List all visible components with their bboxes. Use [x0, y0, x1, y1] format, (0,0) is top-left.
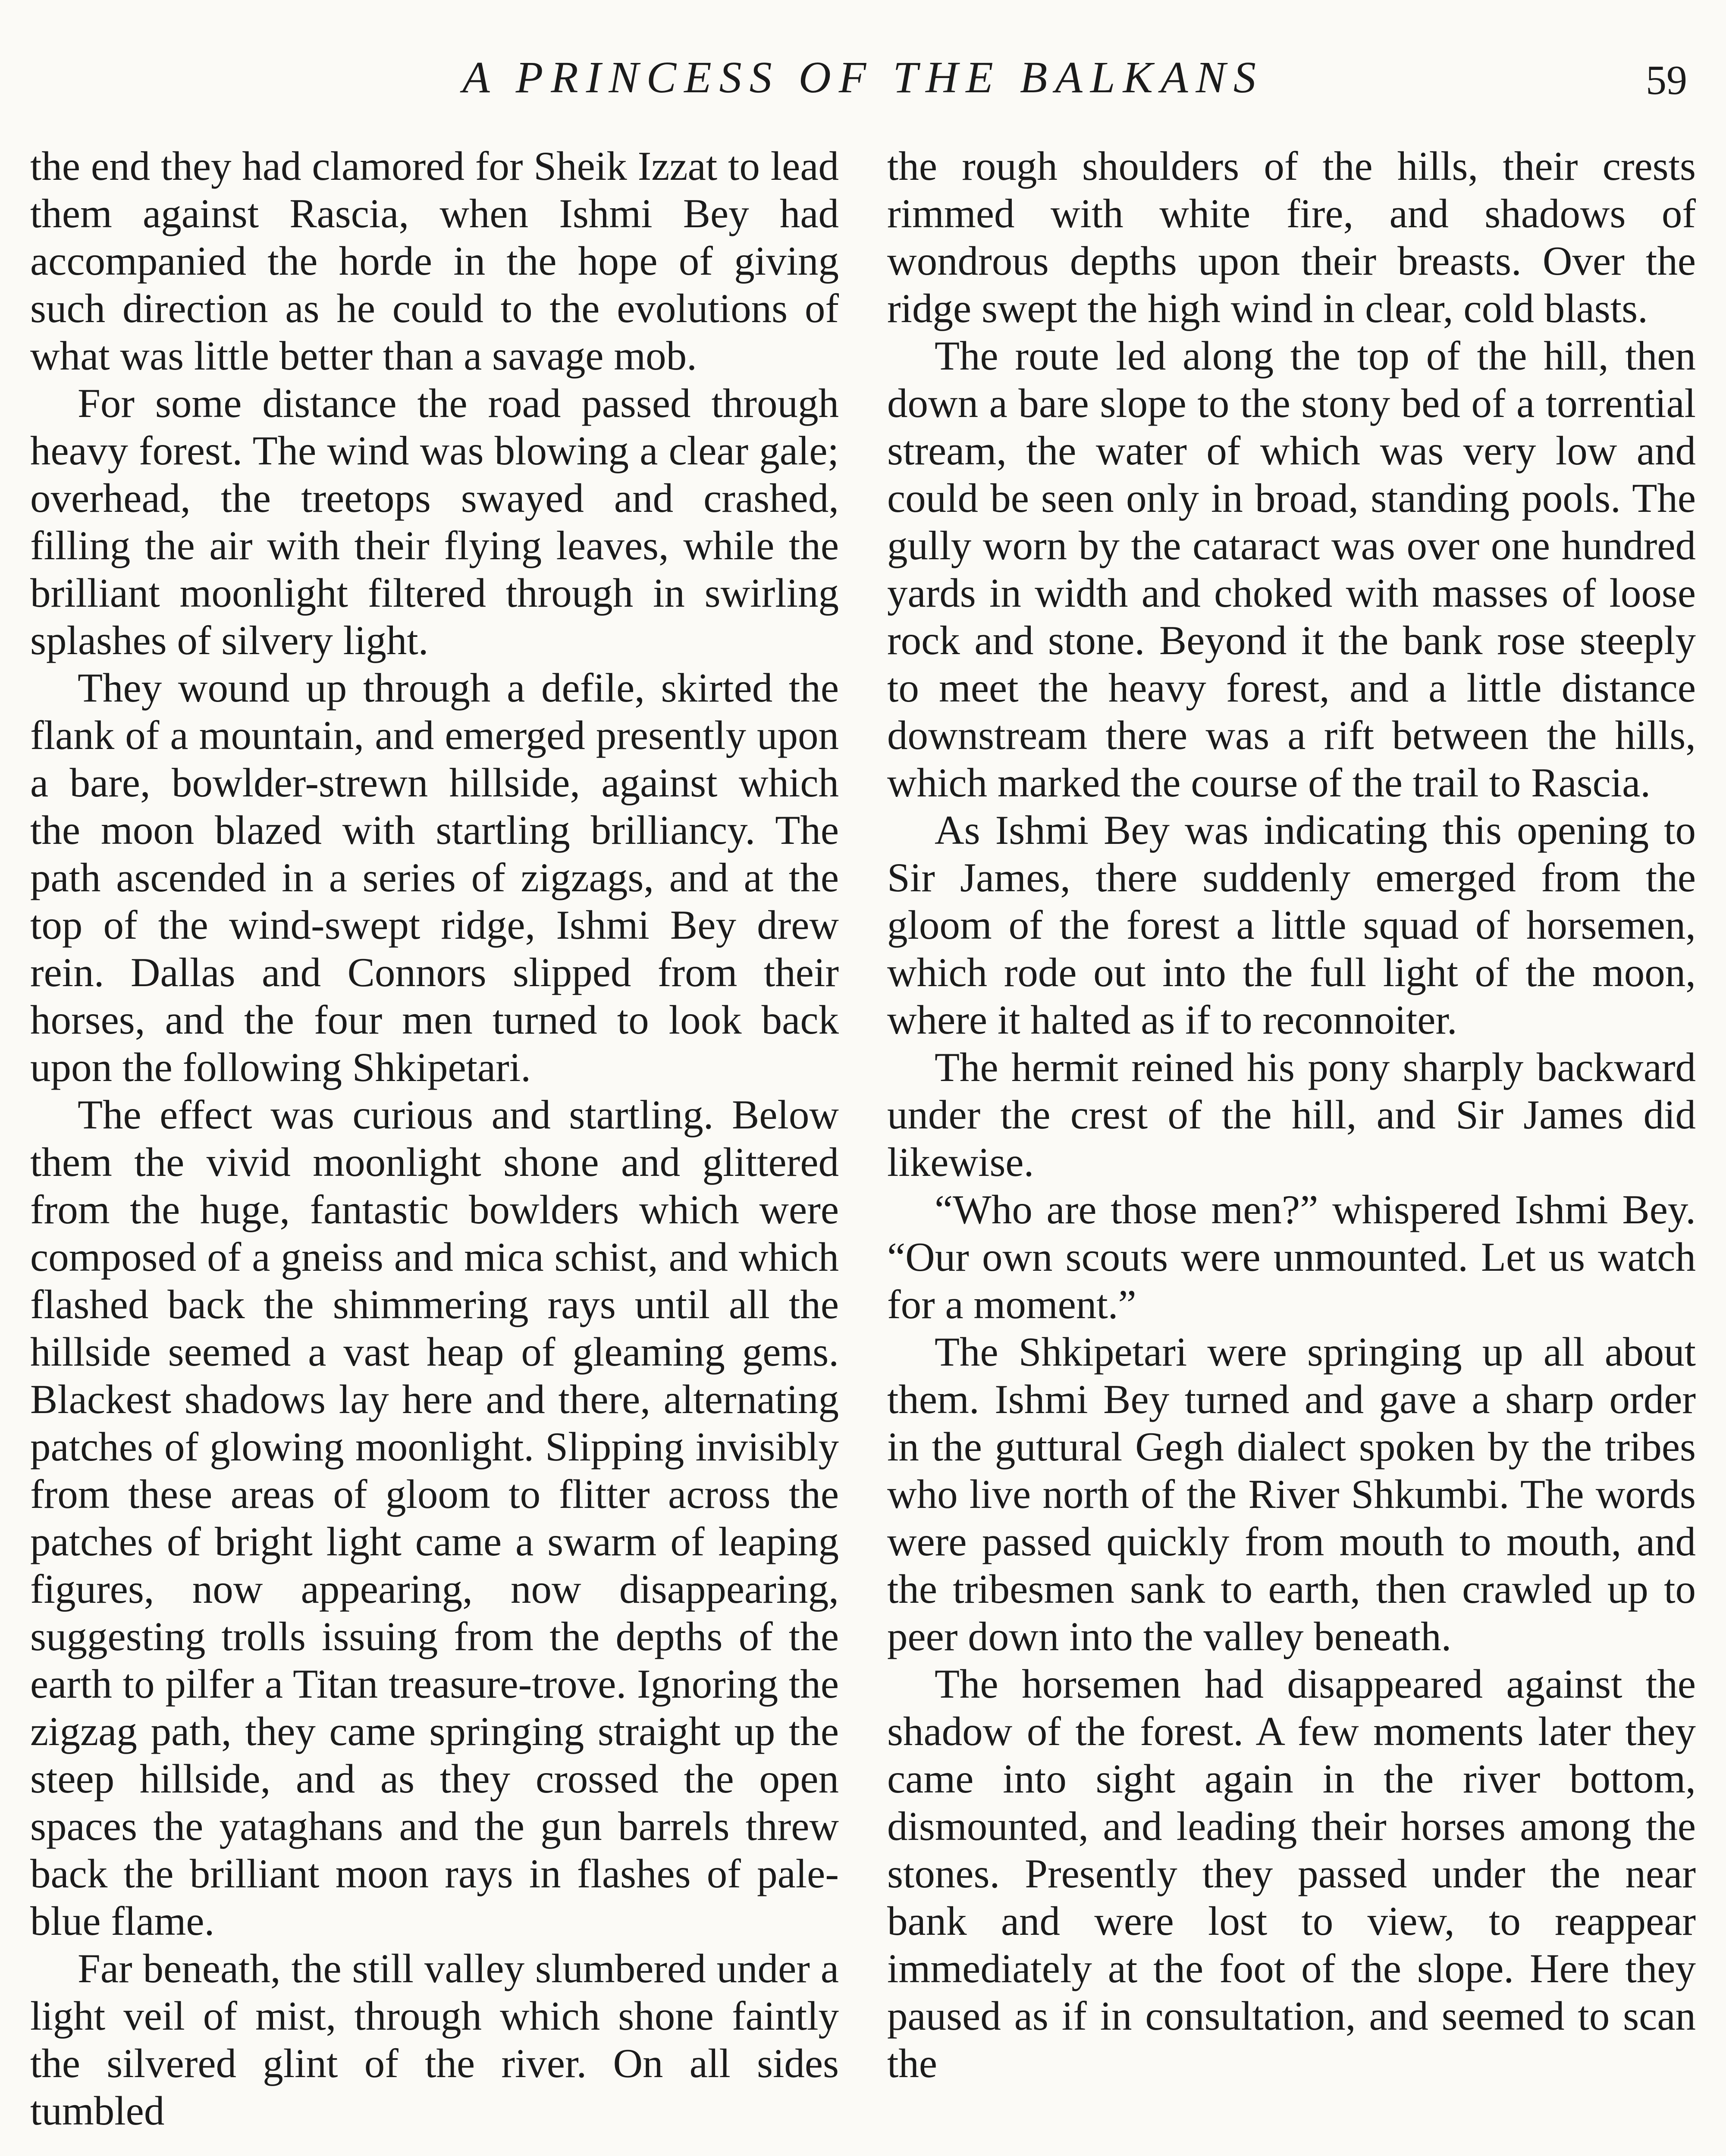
paragraph: “Who are those men?” whispered Ishmi Bey. “Our own scouts were unmounted. Let us watch for a moment.”	[887, 1187, 1696, 1327]
paragraph: the rough shoulders of the hills, their crests rimmed with white fire, and shadows of wondrous depths upon their breasts. Over the ridge swept the high wind in clear, cold blasts.	[887, 143, 1696, 331]
paragraph: The hermit reined his pony sharply backward under the crest of the hill, and Sir James did likewise.	[887, 1044, 1696, 1185]
paragraph: For some distance the road passed through heavy forest. The wind was blowing a clear gale; overhead, the treetops swayed and crashed, filling the air with their flying leaves, while the brilliant moonlight filtered through in swirling splashes of silvery light.	[30, 380, 839, 663]
paragraph: The route led along the top of the hill, then down a bare slope to the stony bed of a torrential stream, the water of which was very low and could be seen only in broad, standing pools. The gully worn by the cataract was over one hundred yards in width and choked with masses of loose rock and stone. Beyond it the bank rose steeply to meet the heavy forest, and a little distance downstream there was a rift between the hills, which marked the course of the trail to Rascia.	[887, 333, 1696, 805]
paragraph: The effect was curious and startling. Below them the vivid moonlight shone and glittered from the huge, fantastic bowlders which were composed of a gneiss and mica schist, and which flashed back the shimmering rays until all the hillside seemed a vast heap of gleaming gems. Blackest shadows lay here and there, alternating patches of glowing moonlight. Slipping invisibly from these areas of gloom to flitter across the patches of bright light came a swarm of leaping figures, now appearing, now disappearing, suggesting trolls issuing from the depths of the earth to pilfer a Titan treasure-trove. Ignoring the zigzag path, they came springing straight up the steep hillside, and as they crossed the open spaces the yataghans and the gun barrels threw back the brilliant moon rays in flashes of pale-blue flame.	[30, 1092, 839, 1944]
paragraph: As Ishmi Bey was indicating this opening to Sir James, there suddenly emerged from the gloom of the forest a little squad of horsemen, which rode out into the full light of the moon, where it halted as if to reconnoiter.	[887, 807, 1696, 1043]
paragraph: The horsemen had disappeared against the shadow of the forest. A few moments later they came into sight again in the river bottom, dismounted, and leading their horses among the stones. Presently they passed under the near bank and were lost to view, to reappear immediately at the foot of the slope. Here they paused as if in consultation, and seemed to scan the	[887, 1661, 1696, 2086]
paragraph: Far beneath, the still valley slumbered under a light veil of mist, through which shone faintly the silvered glint of the river. On all sides tumbled	[30, 1946, 839, 2134]
paragraph: They wound up through a defile, skirted the flank of a mountain, and emerged presently upon a bare, bowlder-strewn hillside, against which the moon blazed with startling brilliancy. The path ascended in a series of zigzags, and at the top of the wind-swept ridge, Ishmi Bey drew rein. Dallas and Connors slipped from their horses, and the four men turned to look back upon the following Shkipetari.	[30, 665, 839, 1090]
page-number: 59	[1646, 57, 1687, 103]
paragraph: the end they had clamored for Sheik Izzat to lead them against Rascia, when Ishmi Bey had accompanied the horde in the hope of giving such direction as he could to the evolutions of what was little better than a savage mob.	[30, 143, 839, 379]
left-column	[30, 142, 839, 2156]
paragraph: The Shkipetari were springing up all about them. Ishmi Bey turned and gave a sharp order in the guttural Gegh dialect spoken by the tribes who live north of the River Shkumbi. The words were passed quickly from mouth to mouth, and the tribesmen sank to earth, then crawled up to peer down into the valley beneath.	[887, 1329, 1696, 1659]
right-column	[887, 142, 1696, 2156]
text-columns	[30, 142, 1696, 2156]
page-header	[0, 52, 1726, 112]
running-title: A PRINCESS OF THE BALKANS	[462, 53, 1264, 102]
